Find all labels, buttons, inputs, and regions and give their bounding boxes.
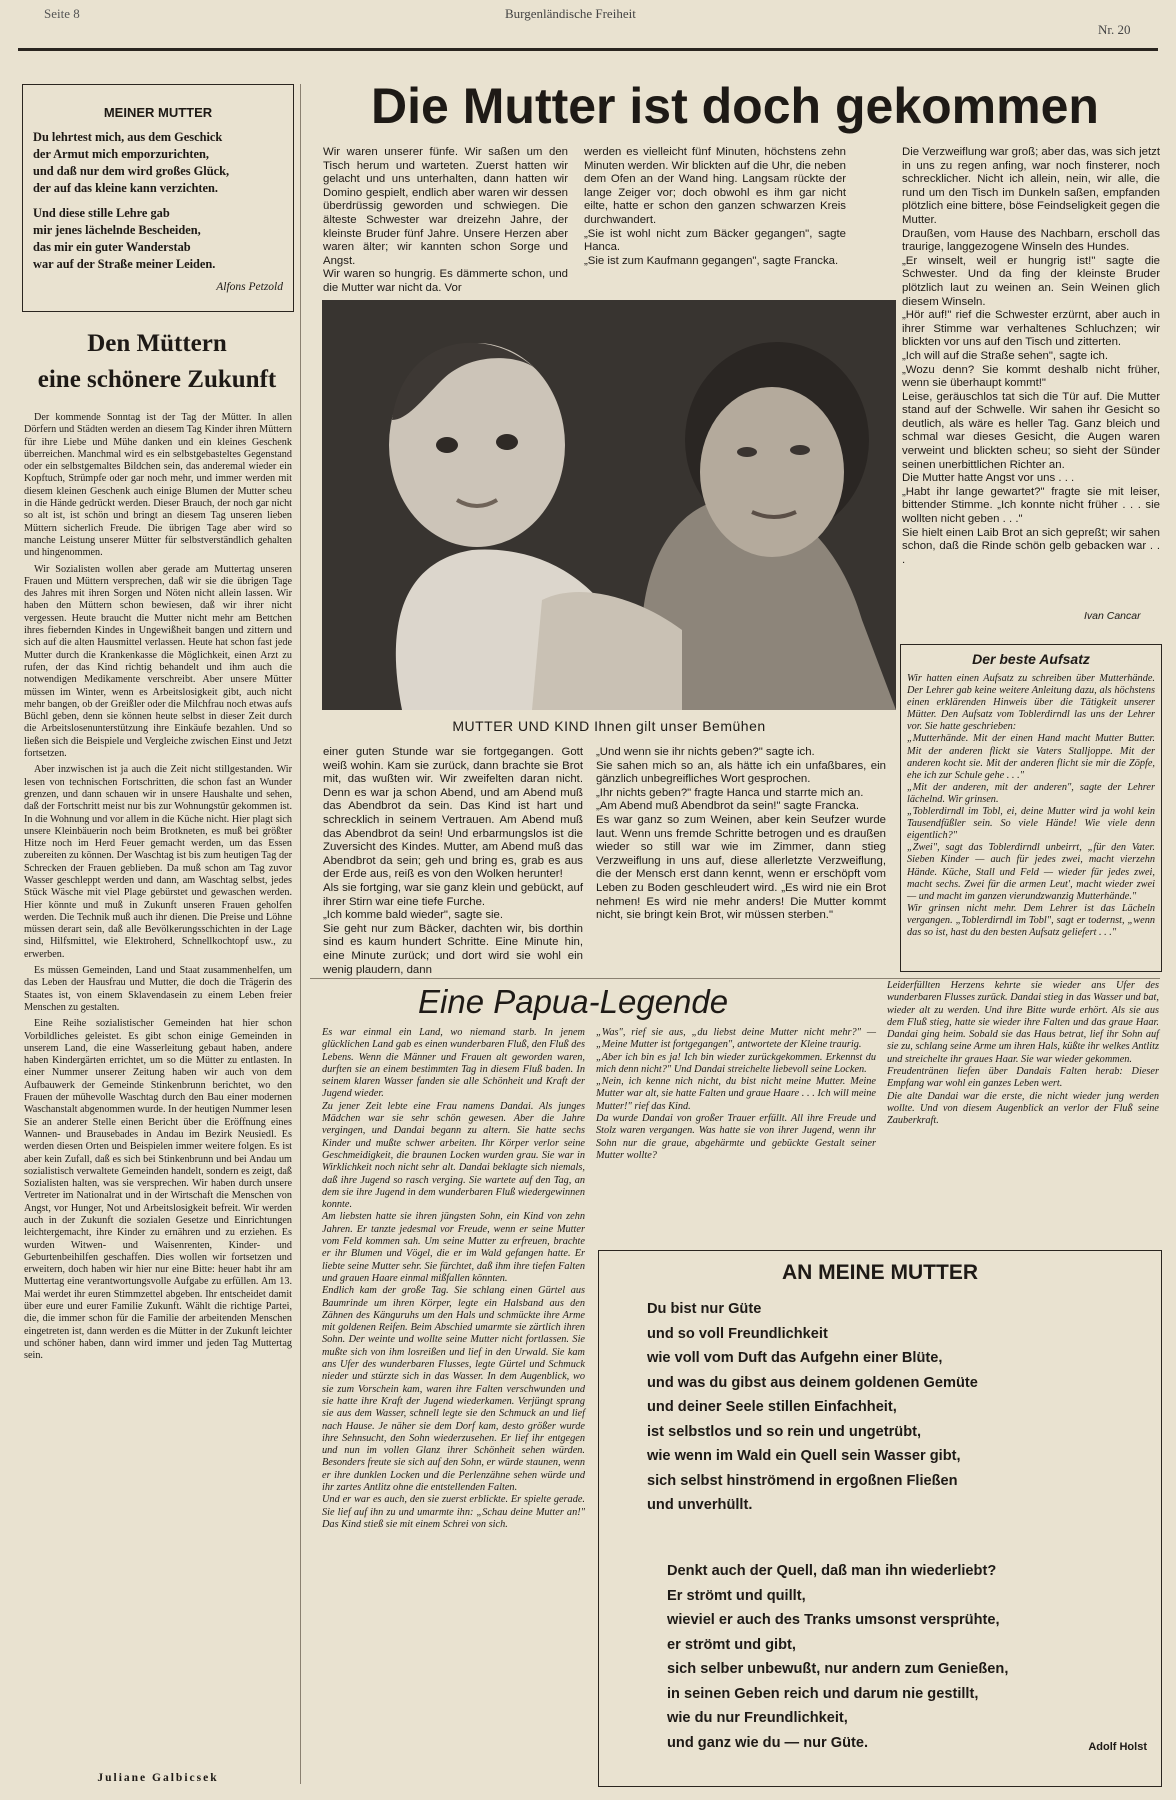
mother-child-photo [322, 300, 896, 710]
poem-line: wieviel er auch des Tranks umsonst versprühte, [667, 1612, 1000, 1628]
photo-illustration [322, 300, 896, 710]
main-story-title: Die Mutter ist doch gekommen [371, 78, 1099, 134]
page-label: Seite 8 [44, 6, 80, 21]
main-story-lower-col1: einer guten Stunde war sie fortgegangen. Gott weiß wohin. Kam sie zurück, dann brachte sie Brot mit, das wußten wir. Wir zweifelten daran nicht. Denn es war ja schon Abend, und am Abend muß das Abendbrot da sein. Das Kind ist hart und schrecklich in seinem Vertrauen. Am Abend muß das Abendbrot da sein! Und erbarmungslos ist die Zuversicht des Kindes. Mutter, am Abend muß das Abendbrot da sein; geh und bring es, grab es aus der Erde aus, reiß es von den Wolken herunter! Als sie fortging, war sie ganz klein und gebückt, auf ihrer Stirn war eine tiefe Furche. „Ich komme bald wieder", sagte sie. Sie geht nur zum Bäcker, dachten wir, bis dorthin sind es kaum hundert Schritte. Eine Minute hin, eine Minute zurück; und dort wird sie wohl ein wenig plaudern, dann [323, 746, 583, 976]
best-essay-text: Wir hatten einen Aufsatz zu schreiben über Mutterhände. Der Lehrer gab keine weitere Anleitung dazu, als höchstens einen erklärenden Hinweis über die Tätigkeit unserer Mütter. Den Aufsatz vom Toblerdirndl las uns der Lehrer vor. Sie hatte geschrieben: „Mutterhände. Mit der einen Hand macht Mutter Butter. Mit der anderen flickt sie Vaters Stalljoppe. Mit der anderen kocht sie. Mit der anderen flicht sie mir die Zöpfe, ehe ich zur Schule gehe . . ." „Mit der anderen, mit der anderen", sagte der Lehrer lächelnd. Wir grinsen. „Toblerdirndl im Tobl, ei, deine Mutter wird ja wohl kein Tausendfüßler sein. So viele Hände! Wie viele denn eigentlich?" „Zwei", sagt das Toblerdirndl unbeirrt, „für den Vater. Sieben Kinder — auch für jedes zwei, macht vierzehn Hände. Küche, Stall und Feld — wieder für jedes zwei, macht sechs. Zwei für die armen Leut', macht wieder zwei — und macht im ganzen vierundzwanzig Mutterhände." Wir grinsen nicht mehr. Dem Lehrer ist das Lächeln vergangen. „Toblerdirndl im Tobl", sagt er todernst, „wenn das so ist, hast du den besten Aufsatz geliefert . . ." [907, 673, 1155, 938]
left-article-title-1: Den Müttern [87, 330, 227, 357]
bottom-poem-title: AN MEINE MUTTER [782, 1261, 978, 1284]
poem-line: und so voll Freundlichkeit [647, 1325, 828, 1342]
poem-box-stanza-2: Und diese stille Lehre gab mir jenes lächelnde Bescheiden, das mir ein guter Wanderstab war auf der Straße meiner Leiden. [33, 206, 216, 271]
legend-rule [310, 978, 1160, 979]
left-article-p2: Wir Sozialisten wollen aber gerade am Muttertag unseren Frauen und Müttern versprechen, daß wir sie die übrigen Tage des Jahres mit ihren Sorgen und Nöten nicht allein lassen. Wir haben den Müttern schon bewiesen, daß wir ihrer nicht vergessen. Heute braucht die Mutter nicht mehr am Bettchen ihres fiebernden Kindes in Ungewißheit bangen und zittern und sich auf die alten Hausmittel verlassen. Heute hat schon fast jede Mutter durch die Krankenkasse die Möglichkeit, einen Arzt zu rufen, der das Kind richtig behandelt und ihm auch die notwendigen Medikamente verschreibt. Aber unsere Mütter müssen im Winter, wenn es Arbeitslosigkeit gibt, auch nicht mehr bangen, ob der Greißler oder die Milchfrau noch etwas aufs Büchl geben, denn sie können heute selbst in dieser Zeit durch die Arbeitslosenunterstützung ihre Einkäufe bezahlen. Und so ließen sich die Beispiele und Vergleiche zwischen Einst und Jetzt fortsetzen. [24, 563, 292, 760]
header-rule [18, 48, 1158, 51]
legend-title: Eine Papua-Legende [418, 983, 729, 1020]
left-article-p4: Es müssen Gemeinden, Land und Staat zusammenhelfen, um das Leben der Hausfrau und Mutter, die doch die Trägerin des Staates ist, von einem Sklavendasein zu einem Leben freier Menschen zu gestalten. [24, 965, 292, 1013]
bottom-poem-stanza-1 [647, 1297, 1157, 1518]
left-article-p5: Eine Reihe sozialistischer Gemeinden hat hier schon Vorbildliches geleistet. Es gibt schon einige Gemeinden in unserem Land, die eine Wasserleitung gebaut haben, andere haben Kindergärten errichtet, um so die Mütter zu entlasten. In einer Nummer unserer Zeitung haben wir auch von dem Aufbauwerk der Gemeinde Stinkenbrunn berichtet, wo den Frauen der mühevolle Waschtag durch den Bau einer modernen Waschanstalt abgenommen wurde. In der heutigen Nummer lesen Sie an anderer Stelle einen Bericht über die Eröffnung eines Wannen- und Brausebades in Andau im Bezirk Neusiedl. Es werden diesen Orten und Beispielen immer weitere folgen. Es ist aber kein Zufall, daß es sich bei Stinkenbrunn und bei Andau um sozialistisch verwaltete Gemeinden handelt, sondern es zeigt, daß Sozialisten halten, was sie versprechen. Wir haben durch unsere Vertreter im Nationalrat und in der Wirtschaft die Menschen von Angst, vor Hunger, Not und Arbeitslosigkeit befreit. Wir werden auch in der Zukunft die sozialen Gesetze und Einrichtungen leichtergemacht, ihre Kinder zu ernähren und zu erziehen. Es wurden Witwen- und Waisenrenten, Kinder- und Geburtenbeihilfen geschaffen. Dies wollen wir fortsetzen und erweitern, doch haben wir hier nur eine Bitte: heuer habt ihr am Muttertag eine verantwortungsvolle Aufgabe zu erfüllen. Am 13. Mai werdet ihr euren Stimmzettel abgeben. Ihr entscheidet damit über eure und eurer Familie Zukunft. Wählt die richtige Partei, die, die immer schon für die Familie der arbeitenden Menschen eingetreten ist, dann werden es die Mütter in der Zukunft leichter und schöner haben, dann wird immer und jeden Tag Muttertag sein. [24, 1018, 292, 1362]
poem-line: Denkt auch der Quell, daß man ihn wiederliebt? [667, 1563, 997, 1579]
main-story-col3: Die Verzweiflung war groß; aber das, was sich jetzt in uns zu regen anfing, war noch finsterer, noch schrecklicher. Nicht ich allein, nein, wir alle, die rund um den Tisch im Dunkeln saßen, empfanden plötzlich eine bittere, böse Feindseligkeit gegen die Mutter. Draußen, vom Hause des Nachbarn, erscholl das traurige, langgezogene Winseln des Hundes. „Er winselt, weil er hungrig ist!" sagte die Schwester. Und da fing der kleinste Bruder plötzlich laut zu weinen an. Sein Weinen glich diesem Winseln. „Hör auf!" rief die Schwester erzürnt, aber auch in ihrer Stimme war verhaltenes Schluchzen; wir blickten vor uns auf den Tisch und zitterten. „Ich will auf die Straße sehen", sagte ich. „Wozu denn? Sie kommt deshalb nicht früher, wenn sie überhaupt kommt!" Leise, geräuschlos tat sich die Tür auf. Die Mutter stand auf der Schwelle. Wir sahen ihr Gesicht so deutlich, als wäre es heller Tag. Ganz bleich und schmal war dieses Gesicht, die Augen waren verweint und blickten scheu; so sieht der Sünder seinen unerbittlichen Richter an. Die Mutter hatte Angst vor uns . . . „Habt ihr lange gewartet?" fragte sie mit leiser, bittender Stimme. „Ich konnte nicht früher . . . sie wollten nicht geben . . ." Sie hielt einen Laib Brot an sich gepreßt; wir sahen schon, daß die Rinde schön gelb gebacken war . . . [902, 146, 1160, 566]
poem-line: wie wenn im Wald ein Quell sein Wasser gibt, [647, 1448, 961, 1464]
poem-line: wie voll vom Duft das Aufgehn einer Blüte, [647, 1350, 943, 1366]
left-article-body [24, 412, 292, 1767]
photo-caption: MUTTER UND KIND Ihnen gilt unser Bemühen [452, 718, 766, 734]
column-divider [300, 84, 301, 1784]
poem-box [22, 84, 294, 312]
poem-line: in seinen Geben reich und darum nie gestillt, [667, 1685, 979, 1702]
poem-line: sich selber unbewußt, nur andern zum Genießen, [667, 1661, 1009, 1677]
bottom-poem-author: Adolf Holst [1088, 1741, 1147, 1753]
left-article-author: Juliane Galbicsek [97, 1772, 219, 1784]
left-article-title-2: eine schönere Zukunft [37, 366, 277, 393]
poem-line: und was du gibst aus deinem goldenen Gemüte [647, 1374, 978, 1391]
poem-line: wie du nur Freundlichkeit, [667, 1710, 848, 1726]
best-essay-box [900, 644, 1162, 972]
poem-line: und unverhüllt. [647, 1497, 753, 1513]
legend-col1: Es war einmal ein Land, wo niemand starb. In jenem glücklichen Land gab es einen wunderbaren Fluß, den Fluß des Lebens. Wenn die Männer und Frauen alt geworden waren, durften sie an einem bestimmten Tag in diesem Fluß baden. In seinem klaren Wasser fanden sie alle Schönheit und Kraft der Jugend wieder. Zu jener Zeit lebte eine Frau namens Dandai. Als junges Mädchen war sie sehr schön gewesen. Aber die Jahre vergingen, und Dandai begann zu altern. Sie hatte sechs Kinder und mußte schwer arbeiten. Ihr Körper verlor seine Geschmeidigkeit, die braunen Locken wurden grau. Sie war in Wirklichkeit noch nicht sehr alt. Dandai beklagte sich niemals, daß ihre Jugend so rasch verging. Sie wartete auf den Tag, an dem sie ihre Jugend in dem wunderbaren Fluß wiedergewinnen konnte. Am liebsten hatte sie ihren jüngsten Sohn, ein Kind von zehn Jahren. Er tanzte jedesmal vor Freude, wenn er seine Mutter vom Feld kommen sah. Um seine Mutter zu erfreuen, brachte er ihr Blumen und Vögel, die er im Wald gefangen hatte. Er liebte seine Mutter sehr. Sie fürchtet, daß ihm ihre tiefen Falten und grauen Haare einmal mißfallen könnten. Endlich kam der große Tag. Sie schlang einen Gürtel aus Baumrinde um ihren Körper, legte ein Halsband aus den Zähnen des Känguruhs um den Hals und schmückte ihre Arme mit goldenen Reifen. Beim Abschied umarmte sie zärtlich ihren Sohn. Der weinte und wollte seine Mutter nicht fortlassen. Sie mußte sich von ihm losreißen und lief in den Urwald. Sie kam ans Ufer des wunderbaren Flusses, legte Gürtel und Schmuck nieder und stürzte sich in das Wasser. In dem Augenblick, wo sie zum Vorschein kam, waren ihre Falten verschwunden und sie hatte ihre Kraft der Jugend wiederkamen. Verjüngt sprang sie aus dem Wasser, schnell legte sie den Schmuck an und lief nach Hause. Je näher sie dem Dorf kam, desto größer wurde ihre Sehnsucht, den Sohn wiederzusehen. Er lief ihr entgegen und nun im vollen Glanz ihrer Schönheit sehen würden. Besonders freute sie sich auf den Sohn, er würde staunen, wenn er ihre dunklen Locken und die Perlenzähne sehen würde und ihr zartes Antlitz ohne die entstellenden Falten. Und er war es auch, den sie zuerst erblickte. Er spielte gerade. Sie lief auf ihn zu und umarmte ihn: „Schau deine Mutter an!" Das Kind stieß sie mit einem Schrei von sich. [322, 1027, 585, 1530]
poem-line: ist selbstlos und so rein und ungetrübt, [647, 1423, 922, 1440]
poem-box-stanza-1: Du lehrtest mich, aus dem Geschick der Armut mich emporzurichten, und daß nur dem wird großes Glück, der auf das kleine kann verzichten. [33, 130, 230, 195]
poem-line: und ganz wie du — nur Güte. [667, 1734, 869, 1751]
legend-col2: „Was", rief sie aus, „du liebst deine Mutter nicht mehr?" — „Meine Mutter ist fortgegangen", antwortete der Kleine traurig. „Aber ich bin es ja! Ich bin wieder zurückgekommen. Erkennst du mich denn nicht?" Und Dandai streichelte liebevoll seine Locken. „Nein, ich kenne nich nicht, du bist nicht meine Mutter. Meine Mutter war alt, sie hatte Falten und graue Haare . . . Ich will meine Mutter!" rief das Kind. Da wurde Dandai von großer Trauer erfüllt. All ihre Freude und Stolz waren vergangen. Was hatte sie von ihrer Jugend, wenn ihr Sohn nur die graue, abgehärmte und gebückte Gestalt seiner Mutter wollte? [596, 1027, 876, 1161]
poem-box-title: MEINER MUTTER [103, 105, 213, 120]
left-article-p3: Aber inzwischen ist ja auch die Zeit nicht stillgestanden. Wir lesen von technischen Fortschritten, die schon fast an Wunder grenzen, und dann schauen wir in unsere Haushalte und sehen, daß der Fortschritt meist nur bis zur Wohnungstür gekommen ist. In die Wohnung und vor allem in die Küche nicht. Hier plagt sich unsere Kleinbäuerin noch beim Brotkneten, es muß bei größter Hitze noch im Herd Feuer gemacht werden, um das Essen zubereiten zu können. Der Waschtag ist bis zum heutigen Tag der Schrecken der Frauen geblieben. Da muß schon am Tag zuvor Wasser geschleppt werden und dann, am Waschtag selbst, jedes Stück Wäsche mit viel Plage gebürstet und gewaschen werden. Hier könnte und muß in Zukunft unseren Frauen geholfen werden. Die Technik muß auch ihr dienen. Die Preise und Löhne müssen derart sein, daß alle Bevölkerungsschichten in der Lage sind, Hilfsmittel, wie Elektroherd, Schnellkochtopf usw., zu erwerben. [24, 764, 292, 960]
left-article-p1: Der kommende Sonntag ist der Tag der Mütter. In allen Dörfern und Städten werden an diesem Tag Kinder ihren Müttern für ihre Liebe und Mühe danken und ein kleines Geschenk überreichen. Manchmal wird es ein selbstgebasteltes Gegenstand oder ein selbstgemaltes Bildchen sein, das anderemal wieder ein Kopftuch, Strümpfe oder gar noch mehr, und immer werden mit diesem kleinen Geschenk auch einige Blumen der Mutter scheu in die Hände gedrückt werden. Dieser Brauch, der noch gar nicht so alt ist, ist schön und bringt an diesem Tag unseren lieben Müttern sicherlich Freude. Die übrigen Tage aber wird so manche Leistung unserer Mütter für selbstverständlich gehalten und hingenommen. [24, 412, 292, 559]
bottom-poem-box [598, 1250, 1162, 1787]
legend-col3: Leiderfüllten Herzens kehrte sie wieder ans Ufer des wunderbaren Flusses zurück. Dandai stieg in das Wasser und bat, wieder alt zu werden. Und ihre Bitte wurde erhört. Als sie aus dem Fluß stieg, hatte sie wieder ihre Falten und das graue Haar. Dandai ging heim. Sobald sie das Haus betrat, lief ihr Sohn auf sie zu, schlang seine Arme um ihren Hals, küßte ihr welkes Antlitz und streichelte ihr graues Haar. Sie war wieder gekommen. Freudentränen liefen über Dandais Falten herab: Dieser Empfang war wohl ein ganzes Leben wert. Die alte Dandai war die erste, die nicht wieder jung werden wollte. Und von diesem Augenblick an verlor der Fluß seine Zauberkraft. [887, 980, 1159, 1127]
poem-line: sich selbst hinströmend in ergoßnen Fließen [647, 1472, 958, 1489]
issue-number: Nr. 20 [1098, 22, 1131, 37]
main-story-col3-author: Ivan Cancar [1084, 610, 1141, 622]
main-story-lower-col2: „Und wenn sie ihr nichts geben?" sagte ich. Sie sahen mich so an, als hätte ich ein unfaßbares, ein gänzlich unbegreifliches Wort gesprochen. „Ihr nichts geben?" fragte Hanca und starrte mich an. „Am Abend muß Abendbrot da sein!" sagte Francka. Es war ganz so zum Weinen, aber kein Seufzer wurde laut. Wenn uns fremde Schritte betrogen und es draußen wieder so still war wie im Zimmer, dann stieg Verzweiflung in uns auf, diese allerletzte Verzweiflung, die der Mensch erst dann kennt, wenn er erschöpft vom Leben zu Boden geschleudert wird. „Es wird nie ein Brot nehmen! Es wird nie mehr anders! Die Mutter kommt nicht, sie bringt kein Brot, wir müssen sterben." [596, 746, 886, 922]
poem-line: Er strömt und quillt, [667, 1587, 806, 1604]
paper-name: Burgenländische Freiheit [505, 6, 636, 21]
poem-line: Du bist nur Güte [647, 1301, 762, 1317]
bottom-poem-stanza-2 [667, 1559, 1157, 1755]
main-story-col2: werden es vielleicht fünf Minuten, höchstens zehn Minuten werden. Wir blickten auf die Uhr, die neben dem Ofen an der Wand hing. Langsam rückte der lange Zeiger vor; doch obwohl es ihm gar nicht eilte, hatte er schon den ganzen schwarzen Kreis durchwandert. „Sie ist wohl nicht zum Bäcker gegangen", sagte Hanca. „Sie ist zum Kaufmann gegangen", sagte Francka. [584, 146, 846, 267]
main-story-col1: Wir waren unserer fünfe. Wir saßen um den Tisch herum und warteten. Zuerst hatten wir gelacht und uns unterhalten, dann hatten wir Domino gespielt, endlich aber waren wir dessen überdrüssig geworden und schwiegen. Die älteste Schwester war dreizehn Jahre, der kleinste Bruder fünf Jahre. Unsere Herzen aber waren älter; wir kannten schon Sorge und Angst. Wir waren so hungrig. Es dämmerte schon, und die Mutter war nicht da. Vor [323, 146, 568, 294]
poem-line: und deiner Seele stillen Einfachheit, [647, 1399, 897, 1415]
poem-box-author: Alfons Petzold [216, 281, 283, 293]
best-essay-title: Der beste Aufsatz [972, 651, 1090, 667]
poem-line: er strömt und gibt, [667, 1636, 796, 1653]
